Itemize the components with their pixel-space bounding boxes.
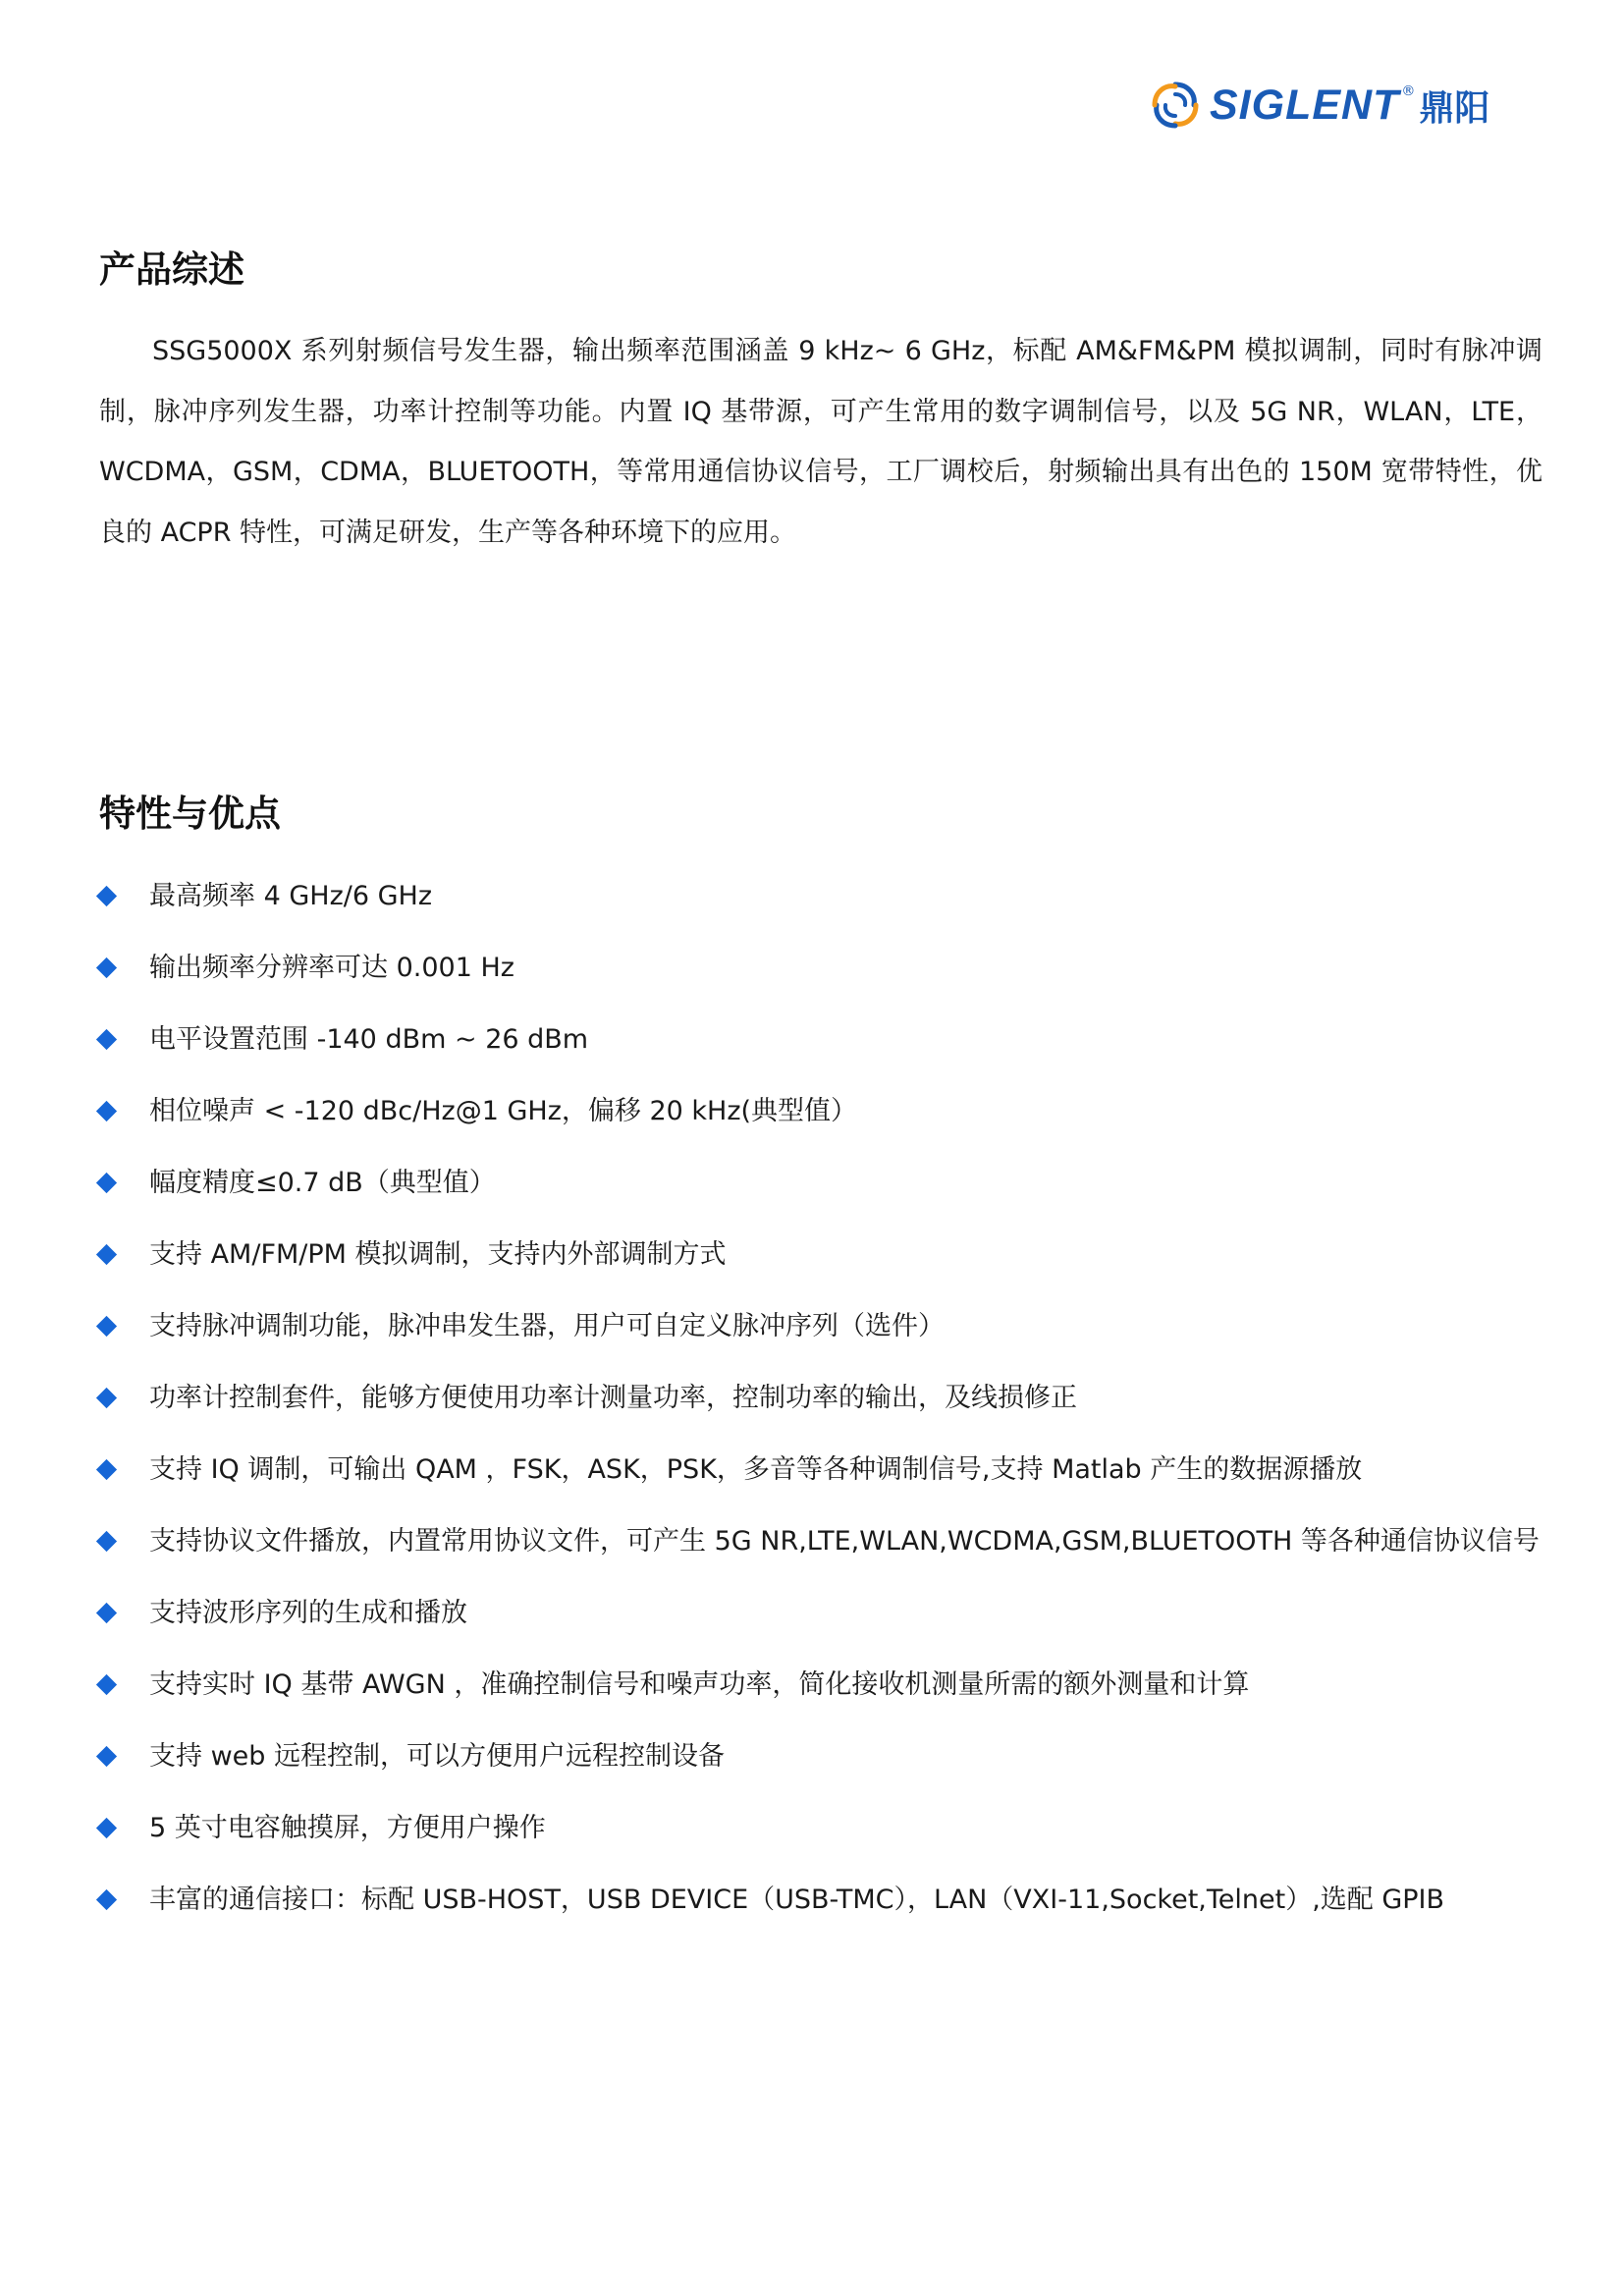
feature-item bbox=[99, 1230, 1552, 1280]
blue-diamond-bullet-icon bbox=[96, 1316, 117, 1337]
blue-diamond-bullet-icon bbox=[96, 1889, 117, 1910]
feature-text: 支持 IQ 调制，可输出 QAM ，FSK，ASK，PSK，多音等各种调制信号,支持 Matlab 产生的数据源播放 bbox=[149, 1454, 1363, 1485]
feature-text: 5 英寸电容触摸屏，方便用户操作 bbox=[149, 1813, 546, 1843]
registered-mark: ® bbox=[1401, 83, 1416, 99]
blue-diamond-bullet-icon bbox=[96, 886, 117, 906]
blue-diamond-bullet-icon bbox=[96, 1388, 117, 1408]
feature-item bbox=[99, 1302, 1552, 1351]
feature-item bbox=[99, 1446, 1552, 1495]
feature-text: 支持波形序列的生成和播放 bbox=[149, 1598, 467, 1628]
feature-text: 支持脉冲调制功能，脉冲串发生器，用户可自定义脉冲序列（选件） bbox=[149, 1311, 945, 1341]
feature-item bbox=[99, 1589, 1552, 1638]
brand-wordmark: SIGLENT bbox=[1210, 81, 1400, 129]
blue-diamond-bullet-icon bbox=[96, 1818, 117, 1838]
feature-item bbox=[99, 944, 1552, 993]
feature-item bbox=[99, 1804, 1552, 1853]
feature-text: 支持 web 远程控制，可以方便用户远程控制设备 bbox=[149, 1741, 725, 1772]
feature-text: 输出频率分辨率可达 0.001 Hz bbox=[149, 953, 514, 983]
blue-diamond-bullet-icon bbox=[96, 957, 117, 978]
blue-diamond-bullet-icon bbox=[96, 1173, 117, 1193]
feature-text: 电平设置范围 -140 dBm ~ 26 dBm bbox=[149, 1024, 589, 1055]
overview-heading: 产品综述 bbox=[99, 248, 244, 291]
feature-text: 支持实时 IQ 基带 AWGN ，准确控制信号和噪声功率，简化接收机测量所需的额外测量和计算 bbox=[149, 1669, 1250, 1700]
feature-item bbox=[99, 1374, 1552, 1423]
feature-item bbox=[99, 1517, 1552, 1566]
feature-item bbox=[99, 1732, 1552, 1781]
feature-text: 最高频率 4 GHz/6 GHz bbox=[149, 881, 432, 911]
feature-item bbox=[99, 1087, 1552, 1136]
feature-text: 功率计控制套件，能够方便使用功率计测量功率，控制功率的输出，及线损修正 bbox=[149, 1383, 1077, 1413]
feature-item bbox=[99, 1159, 1552, 1208]
overview-paragraph: SSG5000X 系列射频信号发生器，输出频率范围涵盖 9 kHz~ 6 GHz，标配 AM&FM&PM 模拟调制，同时有脉冲调制，脉冲序列发生器，功率计控制等功能。内置 IQ 基带源，可产生常用的数字调制信号，以及 5G NR，WLAN，LTE，WCDMA，GSM，CDMA，BLUETOOTH，等常用通信协议信号，工厂调校后，射频输出具有出色的 150M 宽带特性，优良的 ACPR 特性，可满足研发，生产等各种环境下的应用。 bbox=[99, 336, 1542, 548]
brand-chinese-name: 鼎阳 bbox=[1419, 87, 1490, 129]
feature-item bbox=[99, 872, 1552, 921]
blue-diamond-bullet-icon bbox=[96, 1603, 117, 1623]
blue-diamond-bullet-icon bbox=[96, 1531, 117, 1552]
blue-diamond-bullet-icon bbox=[96, 1674, 117, 1695]
blue-diamond-bullet-icon bbox=[96, 1029, 117, 1050]
feature-text: 幅度精度≤0.7 dB（典型值） bbox=[149, 1168, 496, 1198]
feature-list bbox=[99, 872, 1552, 1947]
siglent-swirl-icon bbox=[1149, 79, 1202, 132]
features-heading: 特性与优点 bbox=[99, 793, 281, 835]
feature-text: 相位噪声 < -120 dBc/Hz@1 GHz，偏移 20 kHz(典型值） bbox=[149, 1096, 858, 1126]
feature-item bbox=[99, 1661, 1552, 1710]
feature-item bbox=[99, 1015, 1552, 1065]
blue-diamond-bullet-icon bbox=[96, 1746, 117, 1767]
siglent-logo bbox=[1149, 73, 1489, 137]
feature-text: 支持协议文件播放，内置常用协议文件，可产生 5G NR,LTE,WLAN,WCDMA,GSM,BLUETOOTH 等各种通信协议信号 bbox=[149, 1526, 1540, 1557]
blue-diamond-bullet-icon bbox=[96, 1459, 117, 1480]
blue-diamond-bullet-icon bbox=[96, 1101, 117, 1121]
feature-item bbox=[99, 1876, 1552, 1925]
feature-text: 丰富的通信接口：标配 USB-HOST，USB DEVICE（USB-TMC），LAN（VXI-11,Socket,Telnet）,选配 GPIB bbox=[149, 1885, 1445, 1915]
blue-diamond-bullet-icon bbox=[96, 1244, 117, 1265]
feature-text: 支持 AM/FM/PM 模拟调制，支持内外部调制方式 bbox=[149, 1239, 727, 1270]
